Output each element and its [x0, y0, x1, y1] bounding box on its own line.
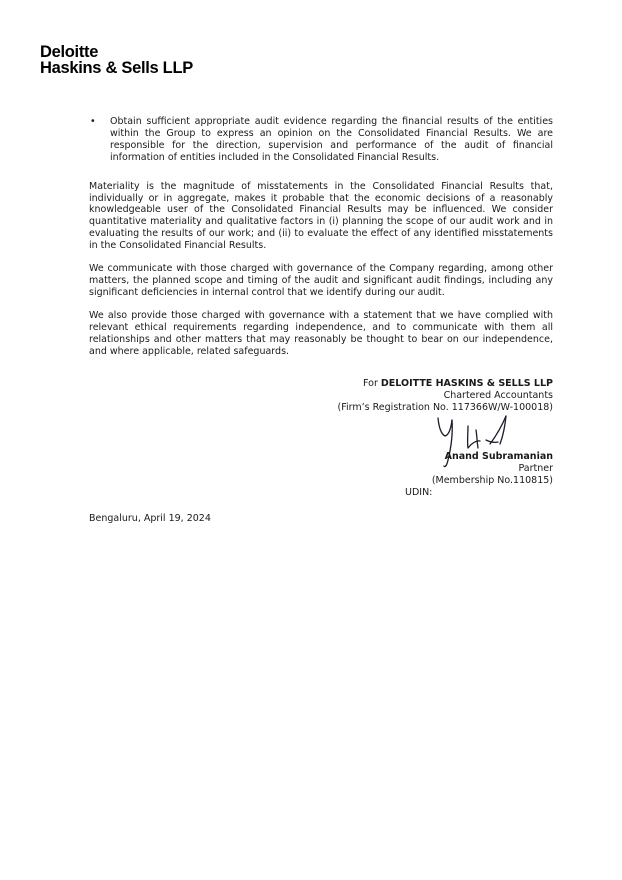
- for-prefix: For: [363, 378, 381, 389]
- firm-name: DELOITTE HASKINS & SELLS LLP: [380, 378, 553, 389]
- paragraph-independence: We also provide those charged with governance with a statement that we have complied with relevant ethical requirements regarding independence, and to communicate with them all relationships and other matters that may reasonably be thought to bear on our independence, and where applicable, related safeguards.: [89, 309, 553, 357]
- place-and-date: Bengaluru, April 19, 2024: [89, 513, 211, 524]
- partner-title: Partner: [518, 463, 553, 474]
- logo-line-2: Haskins & Sells LLP: [40, 59, 193, 77]
- paragraph-materiality: Materiality is the magnitude of misstatements in the Consolidated Financial Results that, individually or in aggregate, makes it probable that the economic decisions of a reasonably knowledgeable user of the Consolidated Financial Results may be influenced. We consider quantitative materiality and qualitative factors in (i) planning the scope of our audit work and in evaluating the results of our work; and (ii) to evaluate the effect of any identified misstatements in the Consolidated Financial Results.: [89, 180, 553, 252]
- partner-name: Anand Subramanian: [444, 451, 553, 462]
- bullet-mark: •: [90, 116, 96, 127]
- firm-line: [300, 378, 553, 390]
- logo-line-1: Deloitte: [40, 43, 99, 61]
- report-body: [89, 116, 553, 357]
- firm-registration: (Firm’s Registration No. 117366W/W-100018): [337, 402, 553, 413]
- bullet-item: [89, 116, 553, 164]
- firm-logo: [40, 44, 193, 76]
- membership-number: (Membership No.110815): [431, 475, 553, 486]
- bullet-text: Obtain sufficient appropriate audit evidence regarding the financial results of the entities within the Group to express an opinion on the Consolidated Financial Results. We are responsible for the direction, supervision and performance of the audit of financial information of entities included in the Consolidated Financial Results.: [110, 116, 553, 163]
- partner-details: [300, 463, 553, 487]
- udin-label: UDIN:: [405, 487, 433, 498]
- paragraph-communication: We communicate with those charged with governance of the Company regarding, among other matters, the planned scope and timing of the audit and significant audit findings, including any significant deficiencies in internal control that we identify during our audit.: [89, 263, 553, 298]
- firm-designation: Chartered Accountants: [443, 390, 553, 401]
